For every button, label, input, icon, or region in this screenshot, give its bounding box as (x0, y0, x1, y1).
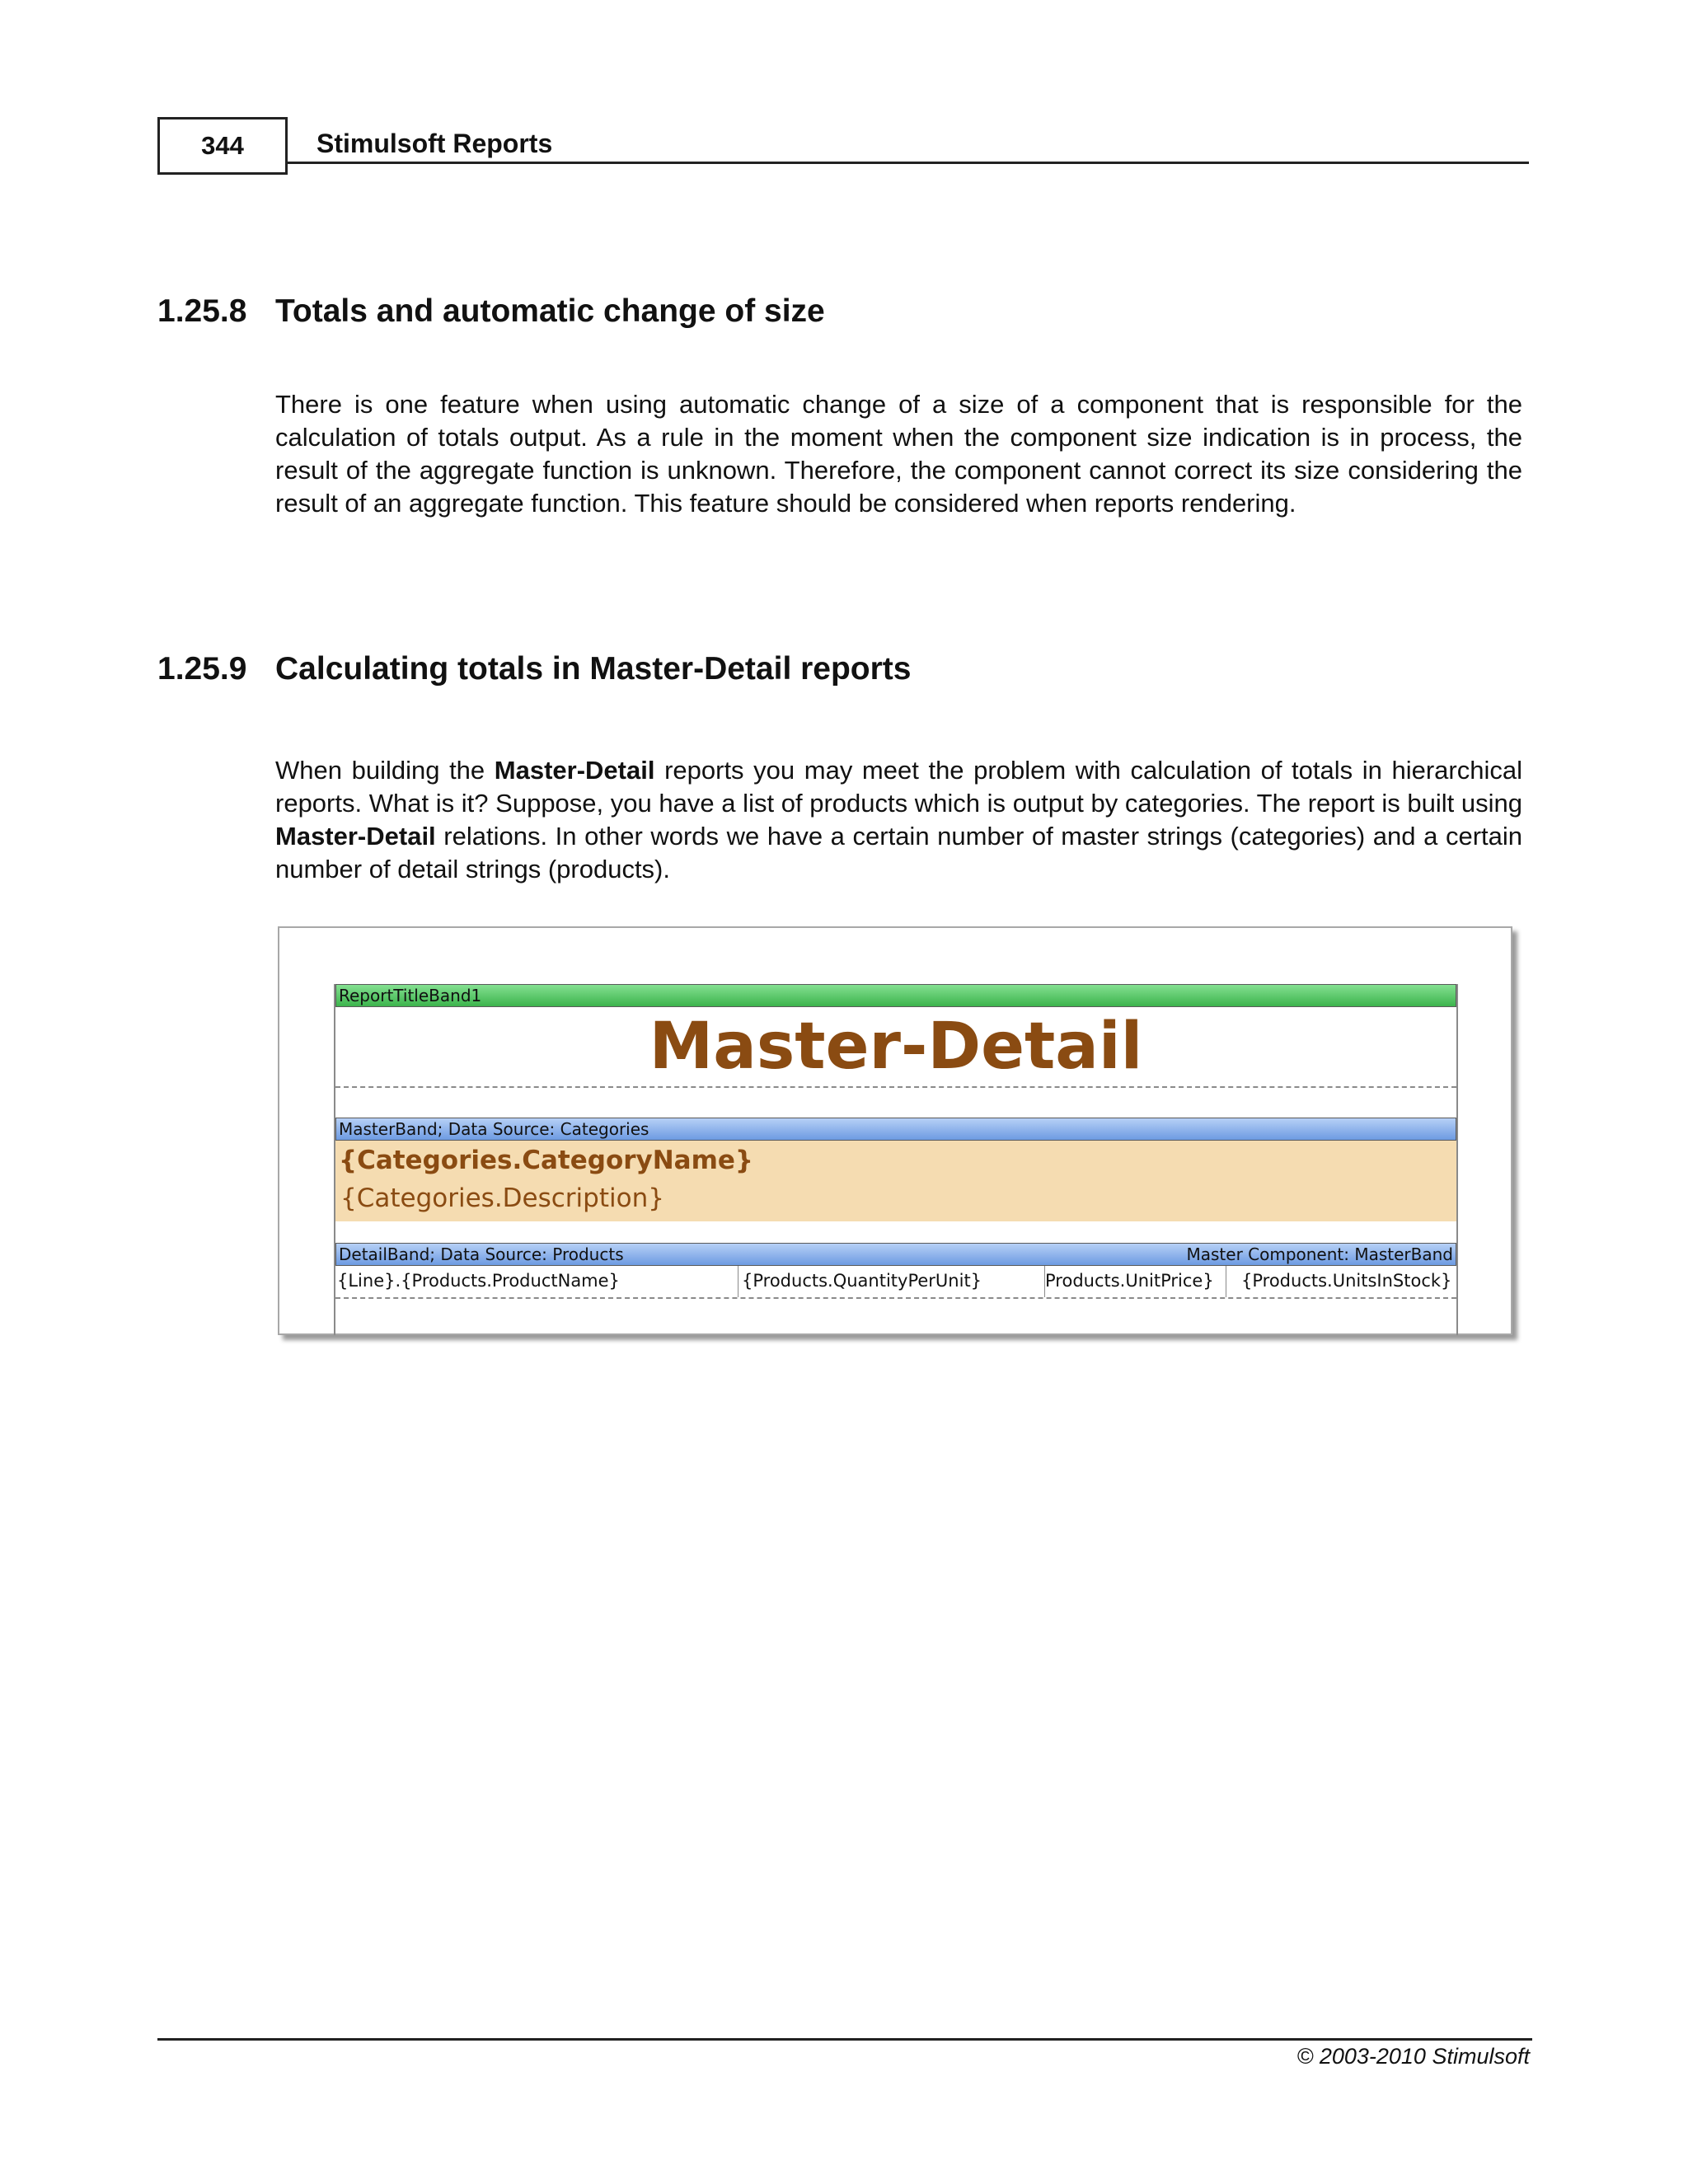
bold-term: Master-Detail (494, 756, 655, 785)
paragraph-text: When building the (275, 756, 495, 785)
section-number: 1.25.9 (157, 651, 247, 687)
product-name-cell: {Line}.{Products.ProductName} (337, 1271, 620, 1291)
detail-band-label: DetailBand; Data Source: Products (339, 1244, 624, 1264)
section-title: Calculating totals in Master-Detail reports (275, 651, 912, 687)
section-paragraph: There is one feature when using automatic change of a size of a component that is responsible for the calculation of totals output. As a rule in the moment when the component size indication is in process, the result of the aggregate function is unknown. Therefore, the component cannot correct its size considering the result of an aggregate function. This feature should be considered when reports rendering. (275, 390, 1522, 518)
header-rule (288, 162, 1529, 164)
report-title-band: ReportTitleBand1 (335, 984, 1456, 1007)
paragraph-text: relations. In other words we have a certain number of master strings (categories) and a certain number of detail strings (products). (275, 822, 1522, 883)
section-heading (157, 651, 912, 687)
running-header-title: Stimulsoft Reports (316, 129, 553, 158)
quantity-per-unit-cell: {Products.QuantityPerUnit} (738, 1266, 1044, 1297)
master-component-label: Master Component: MasterBand (1186, 1244, 1453, 1264)
section-paragraph (275, 754, 1522, 886)
category-name-field: {Categories.CategoryName} (339, 1146, 753, 1175)
paragraph-text: reports you may meet the problem with calculation of totals in hierarchical reports. What is it? Suppose, you have a list of products which is output by categories. The report is built using (275, 756, 1523, 818)
section-number: 1.25.8 (157, 293, 247, 329)
unit-price-cell: Products.UnitPrice} (1044, 1266, 1226, 1297)
master-band-header: MasterBand; Data Source: Categories (335, 1118, 1456, 1141)
section-heading (157, 293, 825, 330)
detail-band-header (335, 1243, 1456, 1266)
units-in-stock-cell: {Products.UnitsInStock} (1226, 1266, 1456, 1297)
report-designer-figure (278, 926, 1512, 1335)
page-number: 344 (157, 117, 288, 175)
bold-term: Master-Detail (275, 822, 436, 851)
report-title-text: Master-Detail (335, 1007, 1456, 1088)
category-description-field: {Categories.Description} (340, 1183, 664, 1213)
footer-copyright: © 2003-2010 Stimulsoft (1296, 2044, 1530, 2069)
section-title: Totals and automatic change of size (275, 293, 825, 329)
detail-row (335, 1266, 1456, 1299)
footer-rule (157, 2038, 1532, 2041)
report-canvas (334, 984, 1458, 1335)
